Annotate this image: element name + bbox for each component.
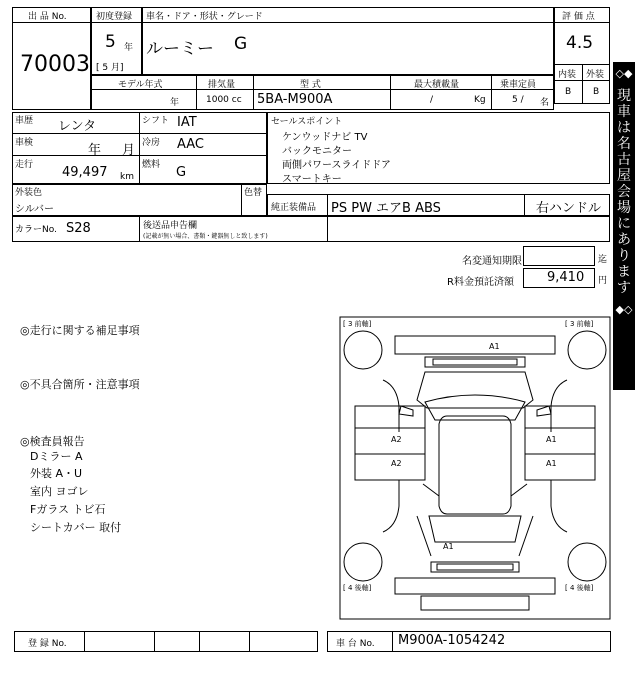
color-no-value: S28 <box>66 221 91 236</box>
banner-bottom-symbols: ◆◇ <box>615 303 633 316</box>
hood <box>417 372 533 408</box>
right-front-door <box>525 406 595 454</box>
fuel-label: 燃料 <box>142 160 161 170</box>
history-label: 車歴 <box>15 116 34 126</box>
mileage-value: 49,497 <box>62 165 108 180</box>
type-label: 型 式 <box>300 80 321 90</box>
damage-mark-front-bumper: A1 <box>489 342 500 351</box>
mileage-unit: km <box>120 172 134 182</box>
damage-mark-right-front-door: A1 <box>546 435 557 444</box>
interior-label: 内装 <box>558 70 577 80</box>
damage-mark-left-rear-door: A2 <box>391 459 402 468</box>
exterior-score: B <box>593 87 600 97</box>
roof <box>439 416 511 514</box>
location-banner <box>613 62 635 390</box>
tire-front-left <box>344 331 382 369</box>
exterior-color-value: シルバー <box>15 204 55 215</box>
inspector-item: Fガラス トビ石 <box>30 503 106 516</box>
first-reg-label: 初度登録 <box>96 12 133 22</box>
recycle-amount: 9,410 <box>547 270 585 285</box>
recycle-label: R料金預託済額 <box>447 277 514 288</box>
corner-label-top-right: [ 3 前軸] <box>565 320 594 328</box>
chassis-no-label: 車 台 No. <box>336 639 375 649</box>
tire-front-right <box>568 331 606 369</box>
first-reg-year: 5 <box>105 32 116 52</box>
fuel-value: G <box>176 165 187 180</box>
right-rear-door <box>525 454 595 480</box>
displacement-value: 1000 cc <box>206 95 242 105</box>
sales-point: 両側パワースライドドア <box>282 160 391 171</box>
max-load-unit: Kg <box>474 95 486 105</box>
tire-rear-left <box>344 543 382 581</box>
inspector-item: 外装 A・U <box>30 467 83 480</box>
aircon-value: AAC <box>177 137 204 152</box>
inspector-item: シートカバー 取付 <box>30 521 122 534</box>
damage-mark-right-rear-door: A1 <box>546 459 557 468</box>
name-change-unit: 迄 <box>598 255 608 265</box>
inspection-month: 月 <box>122 143 136 158</box>
corner-label-bottom-left: [ 4 後軸] <box>343 584 372 592</box>
banner-top-symbols: ◇◆ <box>615 67 633 80</box>
first-reg-month: [ 5 月] <box>96 63 124 73</box>
model-year-unit: 年 <box>170 98 180 108</box>
first-reg-year-unit: 年 <box>124 43 134 53</box>
aircon-label: 冷房 <box>142 138 161 148</box>
mileage-label: 走行 <box>15 160 34 170</box>
genuine-equipment-label: 純正装備品 <box>271 203 317 213</box>
inspection-label: 車検 <box>15 138 34 148</box>
inspector-label: ◎検査員報告 <box>20 435 85 448</box>
sales-point: バックモニター <box>282 146 352 157</box>
max-load-value: / <box>430 95 434 105</box>
tire-rear-right <box>568 543 606 581</box>
interior-score: B <box>565 87 572 97</box>
chassis-no-value: M900A-1054242 <box>398 633 506 648</box>
score-label: 評 価 点 <box>562 12 595 22</box>
lot-no: 70003 <box>20 52 90 77</box>
exterior-color-label: 外装色 <box>15 188 43 198</box>
exterior-label: 外装 <box>586 70 605 80</box>
capacity-label: 乗車定員 <box>500 80 537 90</box>
score-value: 4.5 <box>566 33 594 53</box>
corner-label-top-left: [ 3 前軸] <box>343 320 372 328</box>
genuine-equipment-value: PS PW エアB ABS <box>331 201 441 216</box>
color-change-label: 色替 <box>244 188 263 198</box>
sales-points-label: セールスポイント <box>271 117 343 127</box>
damage-mark-rear-window: A1 <box>443 542 454 551</box>
displacement-label: 排気量 <box>208 80 236 90</box>
recycle-unit: 円 <box>598 276 608 286</box>
name-change-label: 名変通知期限 <box>462 256 522 267</box>
defects-label: ◎不具合箇所・注意事項 <box>20 378 140 391</box>
history-value: レンタ <box>58 119 97 134</box>
car-diagram <box>339 316 611 620</box>
type-value: 5BA-M900A <box>257 92 333 107</box>
sales-point: ケンウッドナビ TV <box>282 132 368 143</box>
rear-window <box>429 516 521 542</box>
sales-point: スマートキー <box>282 174 342 185</box>
after-docs-label: 後送品申告欄 <box>143 221 198 231</box>
capacity-unit: 名 <box>540 98 550 108</box>
banner-text: 現車は名古屋会場にあります <box>617 88 631 296</box>
left-rear-door <box>355 454 425 480</box>
car-name-label: 車名・ドア・形状・グレード <box>146 12 263 22</box>
name-change-field <box>523 246 595 266</box>
shift-value: IAT <box>177 115 197 130</box>
shift-label: シフト <box>142 116 170 126</box>
lot-no-label: 出 品 No. <box>28 12 67 22</box>
color-no-label: カラーNo. <box>15 225 57 235</box>
inspection-year: 年 <box>88 143 102 158</box>
left-front-door <box>355 406 425 454</box>
rear-bumper <box>395 578 555 594</box>
color-no-box <box>12 216 610 242</box>
front-bumper <box>395 336 555 354</box>
steering-value: 右ハンドル <box>536 201 602 216</box>
max-load-label: 最大積載量 <box>414 80 460 90</box>
model-year-label: モデル年式 <box>118 80 163 90</box>
capacity-value: 5 / <box>512 95 524 105</box>
after-docs-note: (記載が無い場合、書類・鍵器無しと致します) <box>143 233 268 240</box>
car-name: ルーミー <box>146 39 214 59</box>
inspector-item: 室内 ヨゴレ <box>30 485 89 498</box>
reg-no-label: 登 録 No. <box>28 639 67 649</box>
driving-notes-label: ◎走行に関する補足事項 <box>20 324 140 337</box>
car-grade: G <box>234 34 248 54</box>
corner-label-bottom-right: [ 4 後軸] <box>565 584 594 592</box>
damage-mark-left-front-door: A2 <box>391 435 402 444</box>
inspector-item: Dミラー A <box>30 450 83 463</box>
